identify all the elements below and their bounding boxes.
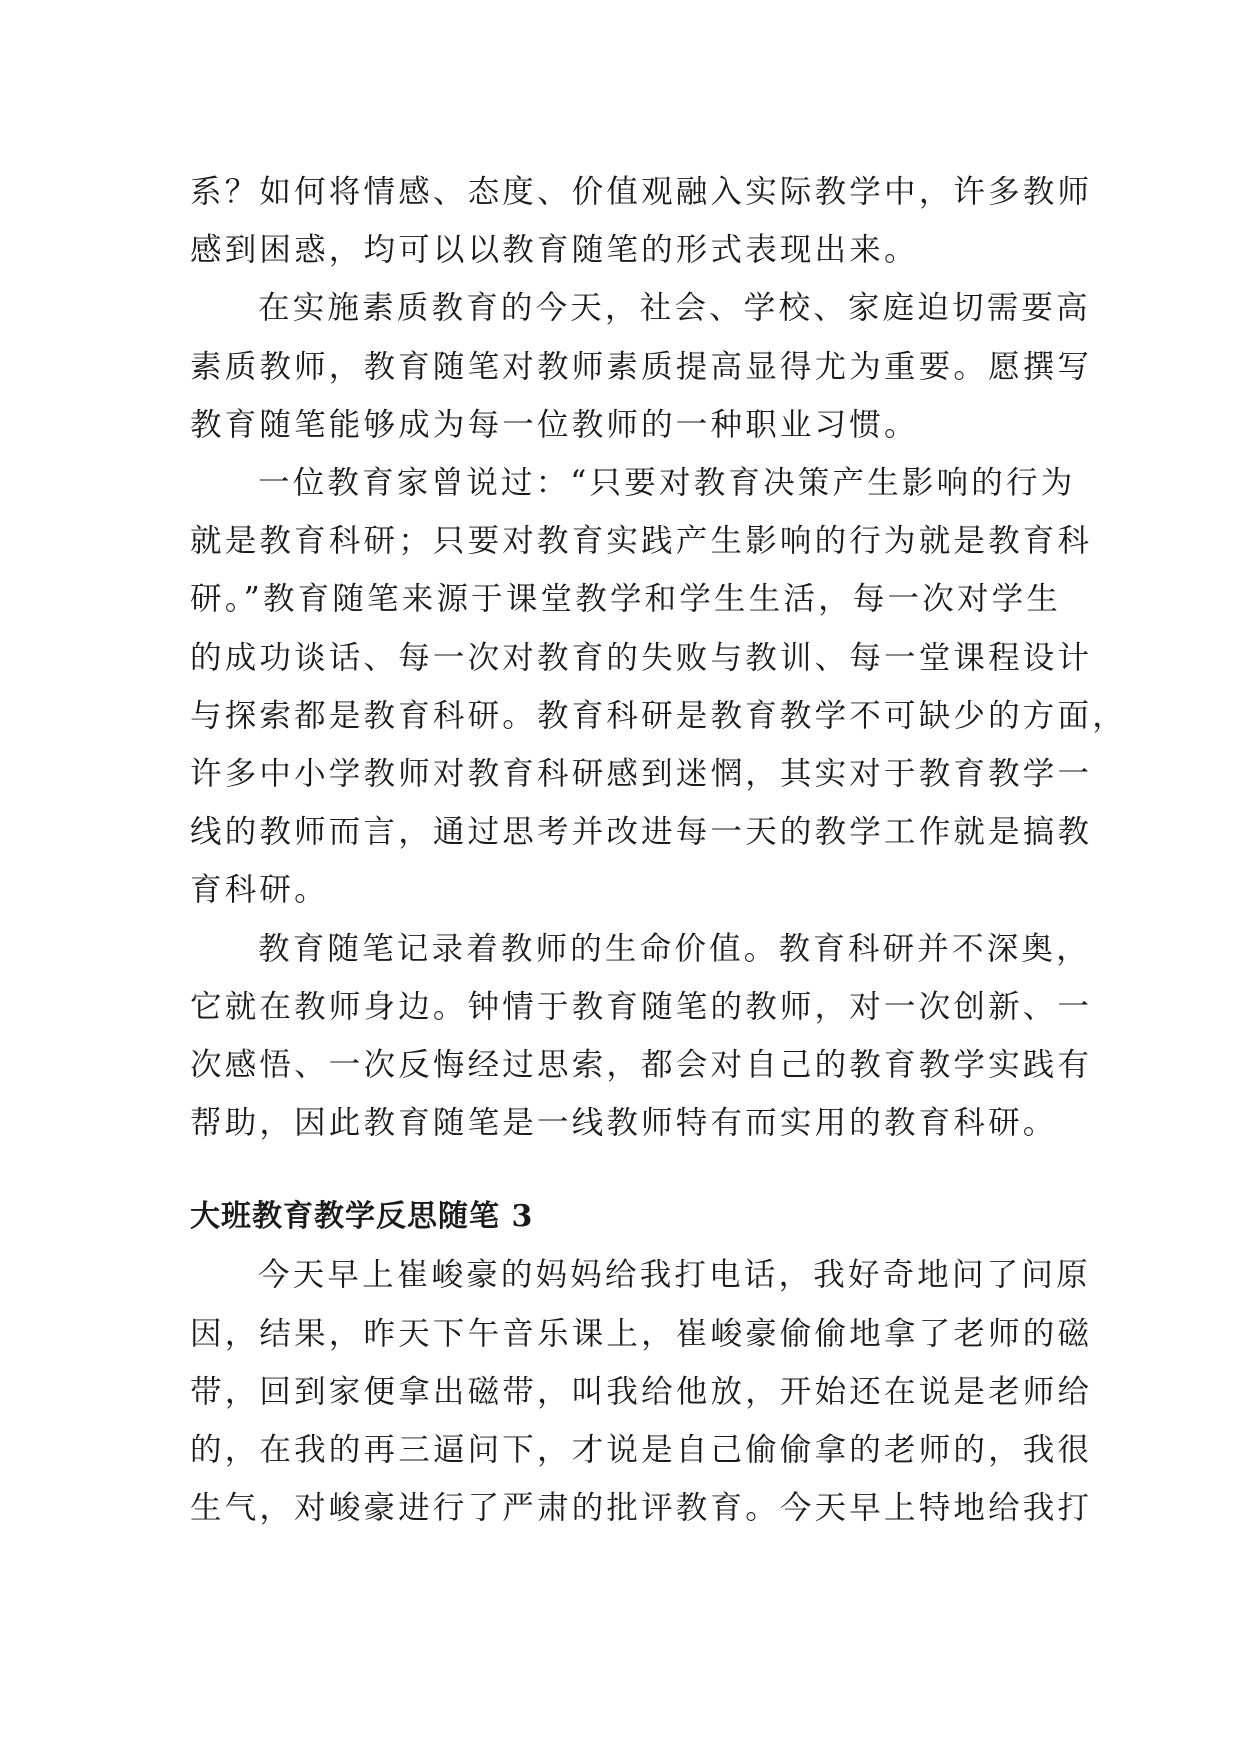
text-line: 育科研。 xyxy=(190,872,329,909)
text-line: 在实施素质教育的今天，社会、学校、家庭迫切需要高 xyxy=(258,290,1091,327)
section-heading: 大班教育教学反思随笔 3 xyxy=(190,1199,534,1235)
paragraph-3 xyxy=(190,454,1127,920)
text-line: 研。”教育随笔来源于课堂教学和学生生活，每一次对学生 xyxy=(190,581,1062,618)
text-line: 它就在教师身边。钟情于教育随笔的教师，对一次创新、一 xyxy=(190,988,1093,1025)
text-line: 教育随笔能够成为每一位教师的一种职业习惯。 xyxy=(190,406,919,443)
paragraph-2 xyxy=(190,279,1093,454)
text-line: 与探索都是教育科研。教育科研是教育教学不可缺少的方面， xyxy=(190,697,1127,734)
text-line: 生气，对峻豪进行了严肃的批评教育。今天早上特地给我打 xyxy=(190,1490,1093,1527)
text-line: 因，结果，昨天下午音乐课上，崔峻豪偷偷地拿了老师的磁 xyxy=(190,1315,1093,1352)
paragraph-4 xyxy=(190,920,1093,1153)
text-line: 系？如何将情感、态度、价值观融入实际教学中，许多教师 xyxy=(190,174,1093,210)
paragraph-1 xyxy=(190,163,1093,279)
text-line: 今天早上崔峻豪的妈妈给我打电话，我好奇地问了问原 xyxy=(258,1257,1091,1294)
text-line: 次感悟、一次反悔经过思索，都会对自己的教育教学实践有 xyxy=(190,1047,1093,1084)
text-line: 的，在我的再三逼问下，才说是自己偷偷拿的老师的，我很 xyxy=(190,1432,1093,1469)
text-line: 素质教师，教育随笔对教师素质提高显得尤为重要。愿撰写 xyxy=(190,348,1093,385)
paragraph-5 xyxy=(190,1246,1093,1537)
text-line: 教育随笔记录着教师的生命价值。教育科研并不深奥， xyxy=(258,930,1091,967)
text-line: 的成功谈话、每一次对教育的失败与教训、每一堂课程设计 xyxy=(190,639,1093,676)
text-line: 帮助，因此教育随笔是一线教师特有而实用的教育科研。 xyxy=(190,1105,1058,1142)
text-line: 一位教育家曾说过：“只要对教育决策产生影响的行为 xyxy=(258,465,1076,502)
text-line: 感到困惑，均可以以教育随笔的形式表现出来。 xyxy=(190,232,919,269)
text-line: 就是教育科研；只要对教育实践产生影响的行为就是教育科 xyxy=(190,523,1093,560)
text-line: 线的教师而言，通过思考并改进每一天的教学工作就是搞教 xyxy=(190,814,1093,851)
document-body xyxy=(190,163,1127,1537)
text-line: 带，回到家便拿出磁带，叫我给他放，开始还在说是老师给 xyxy=(190,1373,1093,1410)
text-line: 许多中小学教师对教育科研感到迷惘，其实对于教育教学一 xyxy=(190,756,1093,793)
